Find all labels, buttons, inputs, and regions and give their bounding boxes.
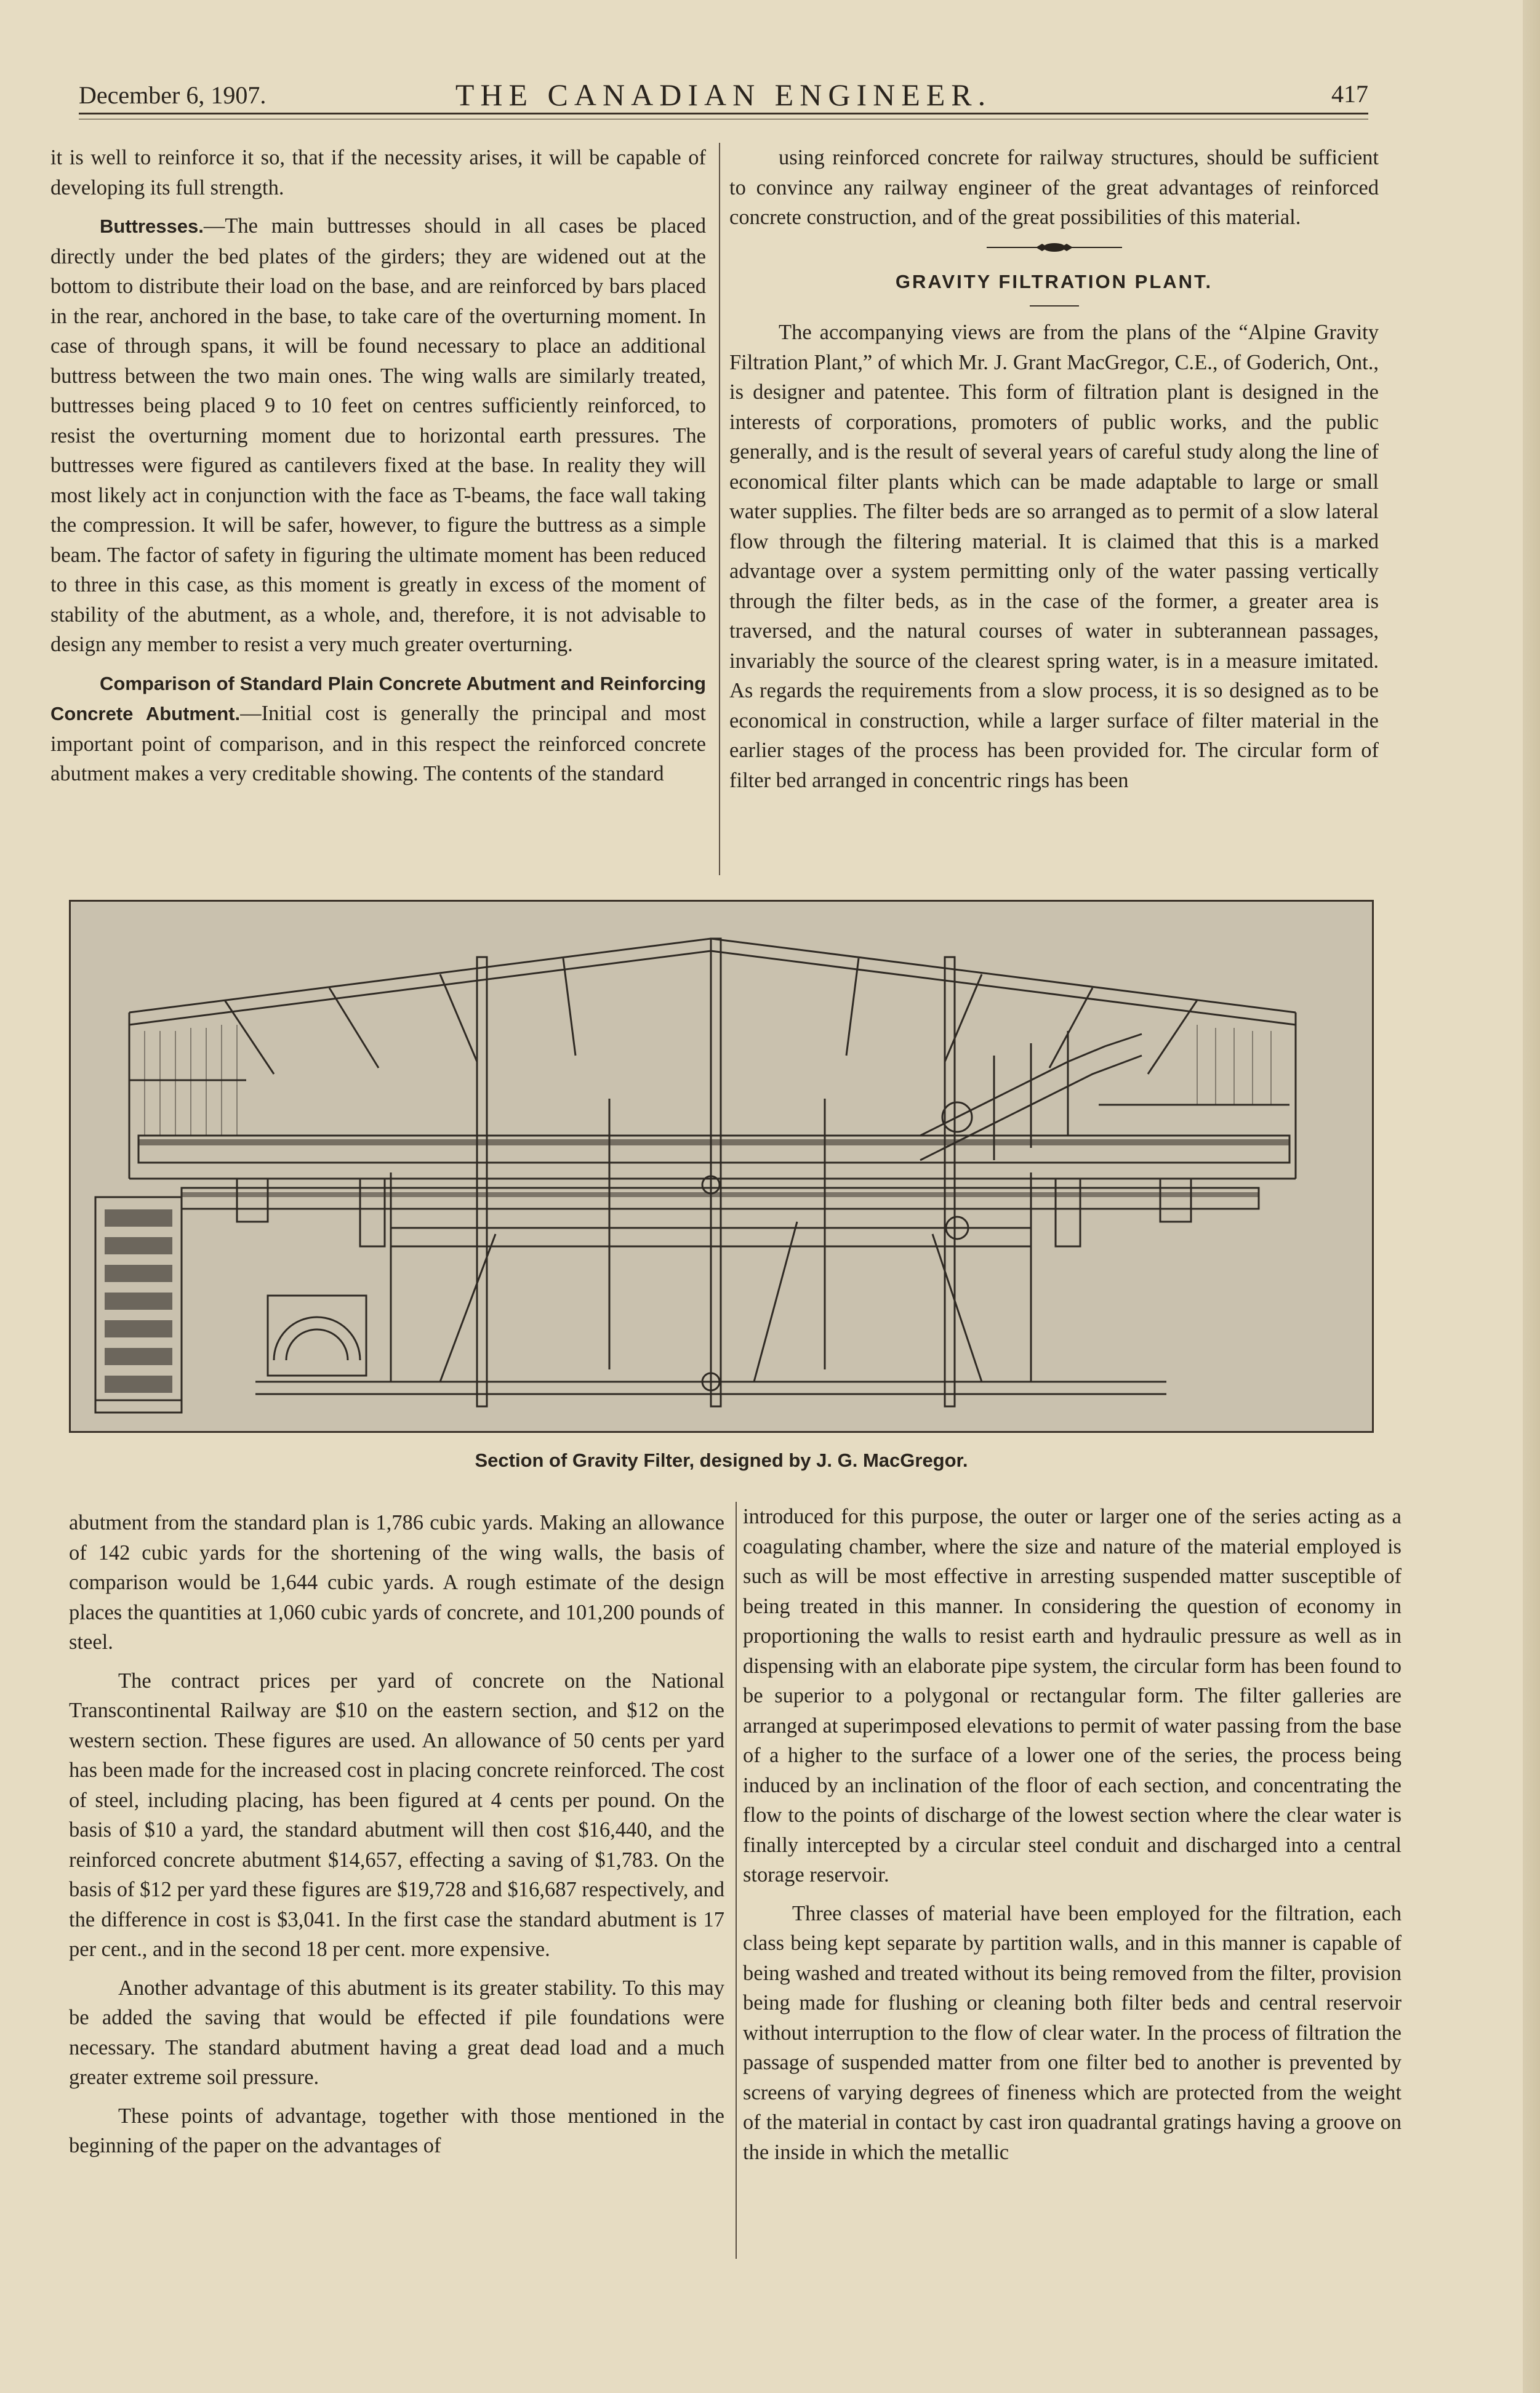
- column-rule: [736, 1502, 737, 2259]
- paragraph: The accompanying views are from the plans of the “Alpine Gravity Filtration Plant,” of which Mr. J. Grant MacGregor, C.E., of Goderich, Ont., is designer and patentee. This form of filtration plant is designed in the interests of corporations, promoters of public works, and the public generally, and is the result of several years of careful study along the line of economical filter plants which can be made adaptable to large or small water supplies. The filter beds are so arranged as to permit of a slow lateral flow through the filtering material. It is claimed that this is a marked advantage over a system permitting only of the water passing vertically through the filter beds, as in the case of the former, a greater area is traversed, and the natural courses of water in subterannean passages, invariably the source of the clearest spring water, is in a measure imitated. As regards the requirements from a slow process, it is so designed as to be economical in construction, while a larger surface of filter material in the earlier stages of the process has been provided for. The circular form of filter bed arranged in concentric rings has been: [729, 321, 1379, 792]
- column-bottom-left: [69, 1508, 724, 2161]
- paragraph: Another advantage of this abutment is its greater stability. To this may be added the saving that would be effected if pile foundations were necessary. The standard abutment having a great dead load and a much greater extreme soil pressure.: [69, 1976, 724, 2089]
- paragraph: The contract prices per yard of concrete on the National Transcontinental Railway are $10 on the eastern section, and $12 on the western section. These figures are used. An allowance of 50 cents per yard has been made for the increased cost in placing concrete reinforced. The cost of steel, including placing, has been figured at 4 cents per pound. On the basis of $10 a yard, the standard abutment will then cost $16,440, and the reinforced concrete abutment $14,657, effecting a saving of $1,783. On the basis of $12 per yard these figures are $19,728 and $16,687 respectively, and the difference in cost is $3,041. In the first case the standard abutment is 17 per cent., and in the second 18 per cent. more expensive.: [69, 1669, 724, 1961]
- figure-caption: Section of Gravity Filter, designed by J. G. MacGregor.: [475, 1449, 968, 1471]
- run-in-heading: Buttresses.: [100, 215, 204, 237]
- header-date: December 6, 1907.: [79, 81, 267, 109]
- column-top-left: [50, 143, 706, 789]
- paragraph: using reinforced concrete for railway structures, should be sufficient to convince any railway engineer of the great advantages of reinforced concrete construction, and of the great possibilities of this material.: [729, 146, 1379, 229]
- run-in-heading: Comparison of Standard Plain Concrete Abutment and Reinforcing Concrete Abutment.: [50, 672, 706, 724]
- column-bottom-right: [743, 1502, 1402, 2167]
- figure-section-drawing: [69, 900, 1374, 1433]
- paragraph-text: —Initial cost is generally the principal and most important point of comparison, and in this respect the reinforced concrete abutment makes a very creditable showing. The contents of the standard: [50, 702, 706, 785]
- ornament-divider: [729, 240, 1379, 255]
- paragraph: [50, 211, 706, 660]
- section-heading: GRAVITY FILTRATION PLANT.: [895, 270, 1213, 292]
- paragraph: introduced for this purpose, the outer or larger one of the series acting as a coagulating chamber, where the size and nature of the material employed is such as will be most effective in arresting suspended matter susceptible of being treated in this manner. In considering the question of economy in proportioning the walls to resist earth and hydraulic pressure as well as in dispensing with an elaborate pipe system, the circular form has been found to be superior to a polygonal or rectangular form. The filter galleries are arranged at superimposed elevations to permit of water passing from the base of a higher to the surface of a lower one of the series, the process being induced by an inclination of the floor of each section, and concentrating the flow to the points of discharge of the lowest section where the clear water is finally intercepted by a circular steel conduit and discharged into a central storage reservoir.: [743, 1505, 1402, 1886]
- paragraph: These points of advantage, together with those mentioned in the beginning of the paper on the advantages of: [69, 2104, 724, 2157]
- page-edge: [1523, 0, 1540, 2393]
- paragraph: abutment from the standard plan is 1,786 cubic yards. Making an allowance of 142 cubic yards for the shortening of the wing walls, the basis of comparison would be 1,644 cubic yards. A rough estimate of the design places the quantities at 1,060 cubic yards of concrete, and 101,200 pounds of steel.: [69, 1511, 724, 1654]
- paragraph-text: —The main buttresses should in all cases be placed directly under the bed plates of the girders; they are widened out at the bottom to distribute their load on the base, and are reinforced by bars placed in the rear, anchored in the base, to take care of the overturning moment. In case of through spans, it will be found necessary to place an additional buttress between the two main ones. The wing walls are similarly treated, buttresses being placed 9 to 10 feet on centres sufficiently reinforced, to resist the overturning moment due to horizontal earth pressures. The buttresses were figured as cantilevers fixed at the base. In reality they will most likely act in conjunction with the face as T-beams, the face wall taking the compression. It will be safer, however, to figure the buttress as a simple beam. The factor of safety in figuring the ultimate moment has been reduced to three in this case, as this moment is greatly in excess of the moment of stability of the abutment, as a whole, and, therefore, it is not advisable to design any member to resist a very much greater overturning.: [50, 214, 706, 656]
- page-number: 417: [1331, 80, 1368, 108]
- column-rule: [719, 143, 720, 875]
- paragraph: Three classes of material have been employed for the filtration, each class being kept separate by partition walls, and in this manner is capable of being washed and treated without its being removed from the filter, provision being made for flushing or cleaning both filter beds and central reservoir without interruption to the flow of clear water. In the process of filtration the passage of suspended matter from one filter bed to another is prevented by screens of varying degrees of fineness which are protected from the weight of the material in contact by cast iron quadrantal gratings having a groove on the inside in which the metallic: [743, 1901, 1402, 2164]
- paragraph: it is well to reinforce it so, that if the necessity arises, it will be capable of developing its full strength.: [50, 146, 706, 199]
- ornament-icon: [987, 240, 1122, 255]
- column-top-right: [729, 143, 1379, 795]
- paragraph: [50, 668, 706, 789]
- gravity-filter-drawing: [71, 902, 1372, 1431]
- journal-title: THE CANADIAN ENGINEER.: [455, 78, 992, 112]
- heading-rule: [1030, 305, 1079, 307]
- header-rule: [79, 113, 1368, 114]
